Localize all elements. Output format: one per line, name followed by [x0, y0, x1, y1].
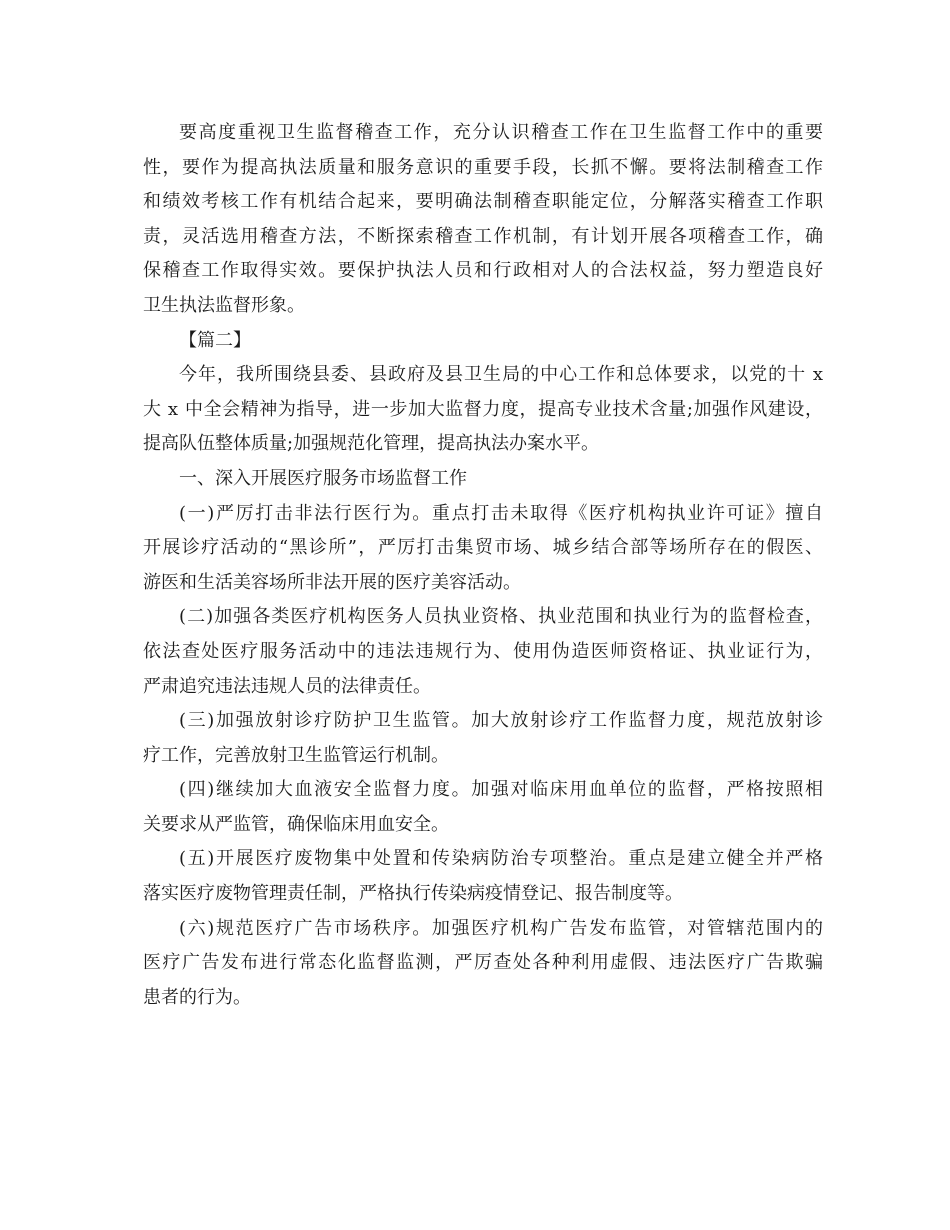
text-line: (三)加强放射诊疗防护卫生监管。加大放射诊疗工作监督力度，规范放射诊: [179, 710, 825, 732]
text-line: 游医和生活美容场所非法开展的医疗美容活动。: [143, 571, 521, 593]
text-line: (二)加强各类医疗机构医务人员执业资格、执业范围和执业行为的监督检查，: [179, 606, 825, 628]
text-line: 疗工作，完善放射卫生监管运行机制。: [143, 744, 449, 766]
text-line: (六)规范医疗广告市场秩序。加强医疗机构广告发布监管，对管辖范围内的: [179, 917, 825, 939]
text-line: 责，灵活选用稽查方法，不断探索稽查工作机制，有计划开展各项稽查工作，确: [143, 225, 825, 247]
text-line: 和绩效考核工作有机结合起来，要明确法制稽查职能定位，分解落实稽查工作职: [143, 191, 825, 213]
text-line: 依法查处医疗服务活动中的违法违规行为、使用伪造医师资格证、执业证行为，: [143, 640, 825, 662]
text-line: 患者的行为。: [143, 986, 251, 1008]
text-line: 性，要作为提高执法质量和服务意识的重要手段，长抓不懈。要将法制稽查工作: [143, 156, 825, 178]
text-line: 关要求从严监管，确保临床用血安全。: [143, 813, 449, 835]
text-line: (五)开展医疗废物集中处置和传染病防治专项整治。重点是建立健全并严格: [179, 848, 825, 870]
text-line: 卫生执法监督形象。: [143, 294, 305, 316]
text-line: 要高度重视卫生监督稽查工作，充分认识稽查工作在卫生监督工作中的重要: [179, 122, 825, 143]
text-line: 医疗广告发布进行常态化监督监测，严厉查处各种利用虚假、违法医疗广告欺骗: [143, 952, 825, 974]
text-line: 今年，我所围绕县委、县政府及县卫生局的中心工作和总体要求，以党的十 x: [179, 364, 825, 386]
document-body: [143, 116, 823, 1015]
text-line: 提高队伍整体质量;加强规范化管理，提高执法办案水平。: [143, 433, 600, 455]
text-line: 大 x 中全会精神为指导，进一步加大监督力度，提高专业技术含量;加强作风建设，: [143, 398, 824, 420]
text-line: (一)严厉打击非法行医行为。重点打击未取得《医疗机构执业许可证》擅自: [179, 502, 825, 524]
text-line: 一、深入开展医疗服务市场监督工作: [179, 467, 467, 489]
text-line: (四)继续加大血液安全监督力度。加强对临床用血单位的监督，严格按照相: [179, 779, 825, 801]
text-line: 落实医疗废物管理责任制，严格执行传染病疫情登记、报告制度等。: [143, 883, 683, 905]
text-line: 开展诊疗活动的“黑诊所”，严厉打击集贸市场、城乡结合部等场所存在的假医、: [143, 537, 825, 559]
text-line: 【篇二】: [179, 329, 251, 351]
text-line: 严肃追究违法违规人员的法律责任。: [143, 675, 431, 697]
text-line: 保稽查工作取得实效。要保护执法人员和行政相对人的合法权益，努力塑造良好: [143, 260, 825, 282]
